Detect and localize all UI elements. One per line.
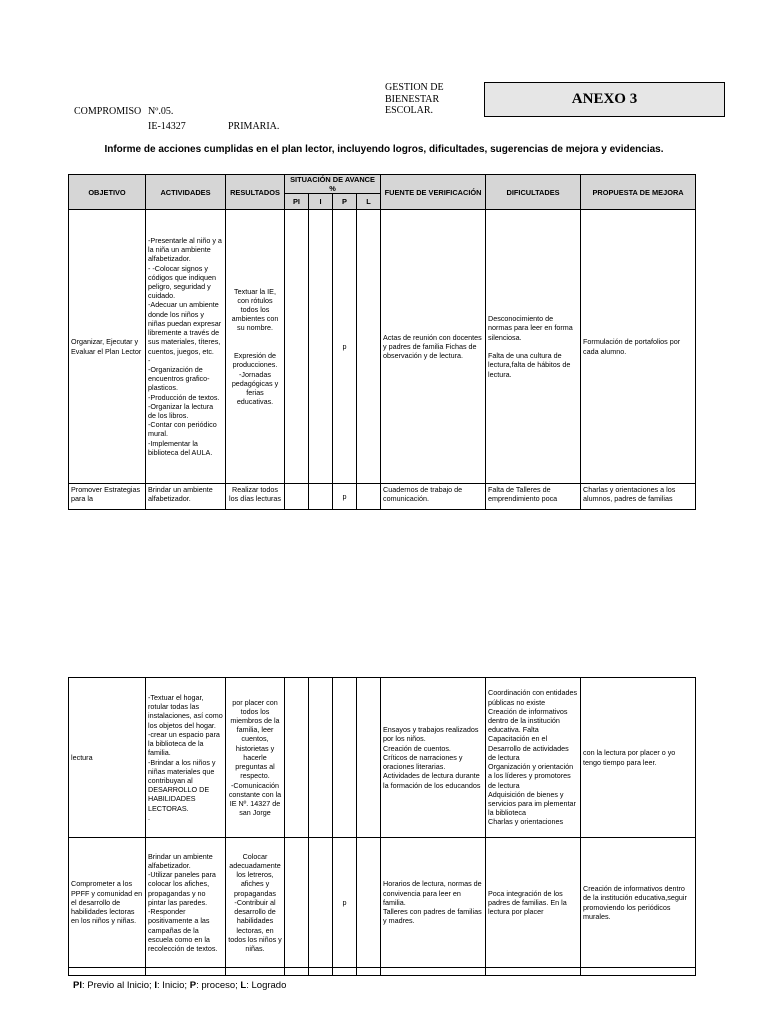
i-cell (309, 484, 333, 510)
compromiso-number: Nº.05. (148, 106, 174, 117)
ie-code: IE-14327 (148, 121, 186, 132)
fuente-cell: Ensayos y trabajos realizados por los niños. Creación de cuentos. Críticos de narraciones y oraciones literarias. Actividades de lectura durante la formación de los educandos (381, 678, 486, 838)
dificultades-cell: Poca integración de los padres de familias. En la lectura por placer (486, 838, 581, 968)
nivel-label: PRIMARIA. (228, 121, 280, 132)
header-situacion: SITUACIÓN DE AVANCE % (285, 175, 381, 194)
empty-cell (581, 968, 696, 976)
objetivo-cell: Comprometer a los PPFF y comunidad en el desarrollo de habilidades lectoras en los niños y niñas. (69, 838, 146, 968)
empty-cell (226, 968, 285, 976)
anexo-box (484, 82, 725, 117)
actividades-cell: Brindar un ambiente alfabetizador. -Utilizar paneles para colocar los afiches, propagandas y no pintar las paredes. -Responder positivamente a las campañas de la escuela como en la recolección de textos. (146, 838, 226, 968)
propuesta-cell: Creación de informativos dentro de la institución educativa,seguir promoviendo los periódicos murales. (581, 838, 696, 968)
empty-cell (486, 968, 581, 976)
resultados-cell: Colocar adecuadamente los letreros, afiches y propagandas -Contribuir al desarrollo de habilidades lectoras, en todos los niños y niñas. (226, 838, 285, 968)
i-cell (309, 678, 333, 838)
p-cell: p (333, 210, 357, 484)
i-cell (309, 838, 333, 968)
dificultades-cell: Falta de Talleres de emprendimiento poca (486, 484, 581, 510)
propuesta-cell: Charlas y orientaciones a los alumnos, padres de familias (581, 484, 696, 510)
header-i: I (309, 194, 333, 210)
legend-l-key: L (240, 980, 247, 991)
table-row (69, 484, 696, 510)
objetivo-cell: Organizar, Ejecutar y Evaluar el Plan Lector (69, 210, 146, 484)
dificultades-cell: Coordinación con entidades públicas no existe Creación de informativos dentro de la institución educativa. Falta Capacitación en el Desarrollo de actividades de lectura Organización y orientación a los líderes y promotores de lectura Adquisición de bienes y servicios para im plementar la biblioteca Charlas y orientaciones (486, 678, 581, 838)
fuente-cell: Horarios de lectura, normas de convivencia para leer en familia. Talleres con padres de familias y madres. (381, 838, 486, 968)
objetivo-cell: Promover Estrategias para la (69, 484, 146, 510)
empty-cell (357, 968, 381, 976)
empty-cell (146, 968, 226, 976)
empty-cell (69, 968, 146, 976)
l-cell (357, 210, 381, 484)
table-row (69, 678, 696, 838)
pi-cell (285, 678, 309, 838)
dificultades-cell: Desconocimiento de normas para leer en forma silenciosa. Falta de una cultura de lectura,falta de hábitos de lectura. (486, 210, 581, 484)
resultados-cell: Realizar todos los días lecturas (226, 484, 285, 510)
p-cell (333, 678, 357, 838)
header-fuente: FUENTE DE VERIFICACIÓN (381, 175, 486, 210)
fuente-cell: Cuadernos de trabajo de comunicación. (381, 484, 486, 510)
actividades-cell: -Presentarle al niño y a la niña un ambiente alfabetizador. - -Colocar signos y códigos que indiquen peligro, seguridad y cuidado. -Adecuar un ambiente donde los niños y niñas puedan expresar libremente a través de sus materiales, títeres, cuentos, juegos, etc. - -Organización de encuentros grafico-plasticos. -Producción de textos. -Organizar la lectura de los libros. -Contar con periódico mural. -Implementar la biblioteca del AULA. (146, 210, 226, 484)
p-cell: p (333, 838, 357, 968)
l-cell (357, 838, 381, 968)
propuesta-cell: con la lectura por placer o yo tengo tiempo para leer. (581, 678, 696, 838)
pi-cell (285, 838, 309, 968)
pi-cell (285, 484, 309, 510)
empty-cell (309, 968, 333, 976)
header-l: L (357, 194, 381, 210)
legend-l-text: : Logrado (246, 980, 287, 991)
legend-pi-text: : Previo al Inicio; (81, 980, 155, 991)
objetivo-cell: lectura (69, 678, 146, 838)
i-cell (309, 210, 333, 484)
report-title: Informe de acciones cumplidas en el plan lector, incluyendo logros, dificultades, sugerencias de mejora y evidencias. (104, 144, 664, 155)
p-cell: p (333, 484, 357, 510)
header-pi: PI (285, 194, 309, 210)
legend-p-key: P (189, 980, 197, 991)
header-objetivo: OBJETIVO (69, 175, 146, 210)
legend-pi-key: PI (73, 980, 82, 991)
legend-i-key: I (154, 980, 157, 991)
actividades-cell: -Textuar el hogar, rotular todas las instalaciones, así como los objetos del hogar. -crear un espacio para la biblioteca de la familia. -Brindar a los niños y niñas materiales que contribuyan al DESARROLLO DE HABILIDADES LECTORAS. . (146, 678, 226, 838)
empty-cell (285, 968, 309, 976)
legend-p-text: : proceso; (196, 980, 241, 991)
legend-i-text: : Inicio; (156, 980, 190, 991)
resultados-cell: por placer con todos los miembros de la familia, leer cuentos, historietas y hacerle preguntas al respecto. -Comunicación constante con la IE Nº. 14327 de san Jorge (226, 678, 285, 838)
compromiso-label: COMPROMISO (74, 106, 142, 117)
header-p: P (333, 194, 357, 210)
l-cell (357, 484, 381, 510)
table-row (69, 838, 696, 968)
pi-cell (285, 210, 309, 484)
plan-table-bottom (68, 677, 696, 976)
header-propuesta: PROPUESTA DE MEJORA (581, 175, 696, 210)
table-row (69, 210, 696, 484)
l-cell (357, 678, 381, 838)
propuesta-cell: Formulación de portafolios por cada alumno. (581, 210, 696, 484)
legend (73, 980, 286, 991)
resultados-cell: Textuar la IE, con rótulos todos los ambientes con su nombre. Expresión de producciones. -Jornadas pedagógicas y ferias educativas. (226, 210, 285, 484)
anexo-title: ANEXO 3 (571, 91, 638, 107)
empty-cell (333, 968, 357, 976)
fuente-cell: Actas de reunión con docentes y padres de familia Fichas de observación y de lectura. (381, 210, 486, 484)
empty-cell (381, 968, 486, 976)
gestion-label: GESTION DE BIENESTAR ESCOLAR. (385, 82, 444, 116)
header-dificultades: DIFICULTADES (486, 175, 581, 210)
header-actividades: ACTIVIDADES (146, 175, 226, 210)
plan-table-top (68, 174, 696, 510)
actividades-cell: Brindar un ambiente alfabetizador. (146, 484, 226, 510)
header-resultados: RESULTADOS (226, 175, 285, 210)
table-row-empty (69, 968, 696, 976)
